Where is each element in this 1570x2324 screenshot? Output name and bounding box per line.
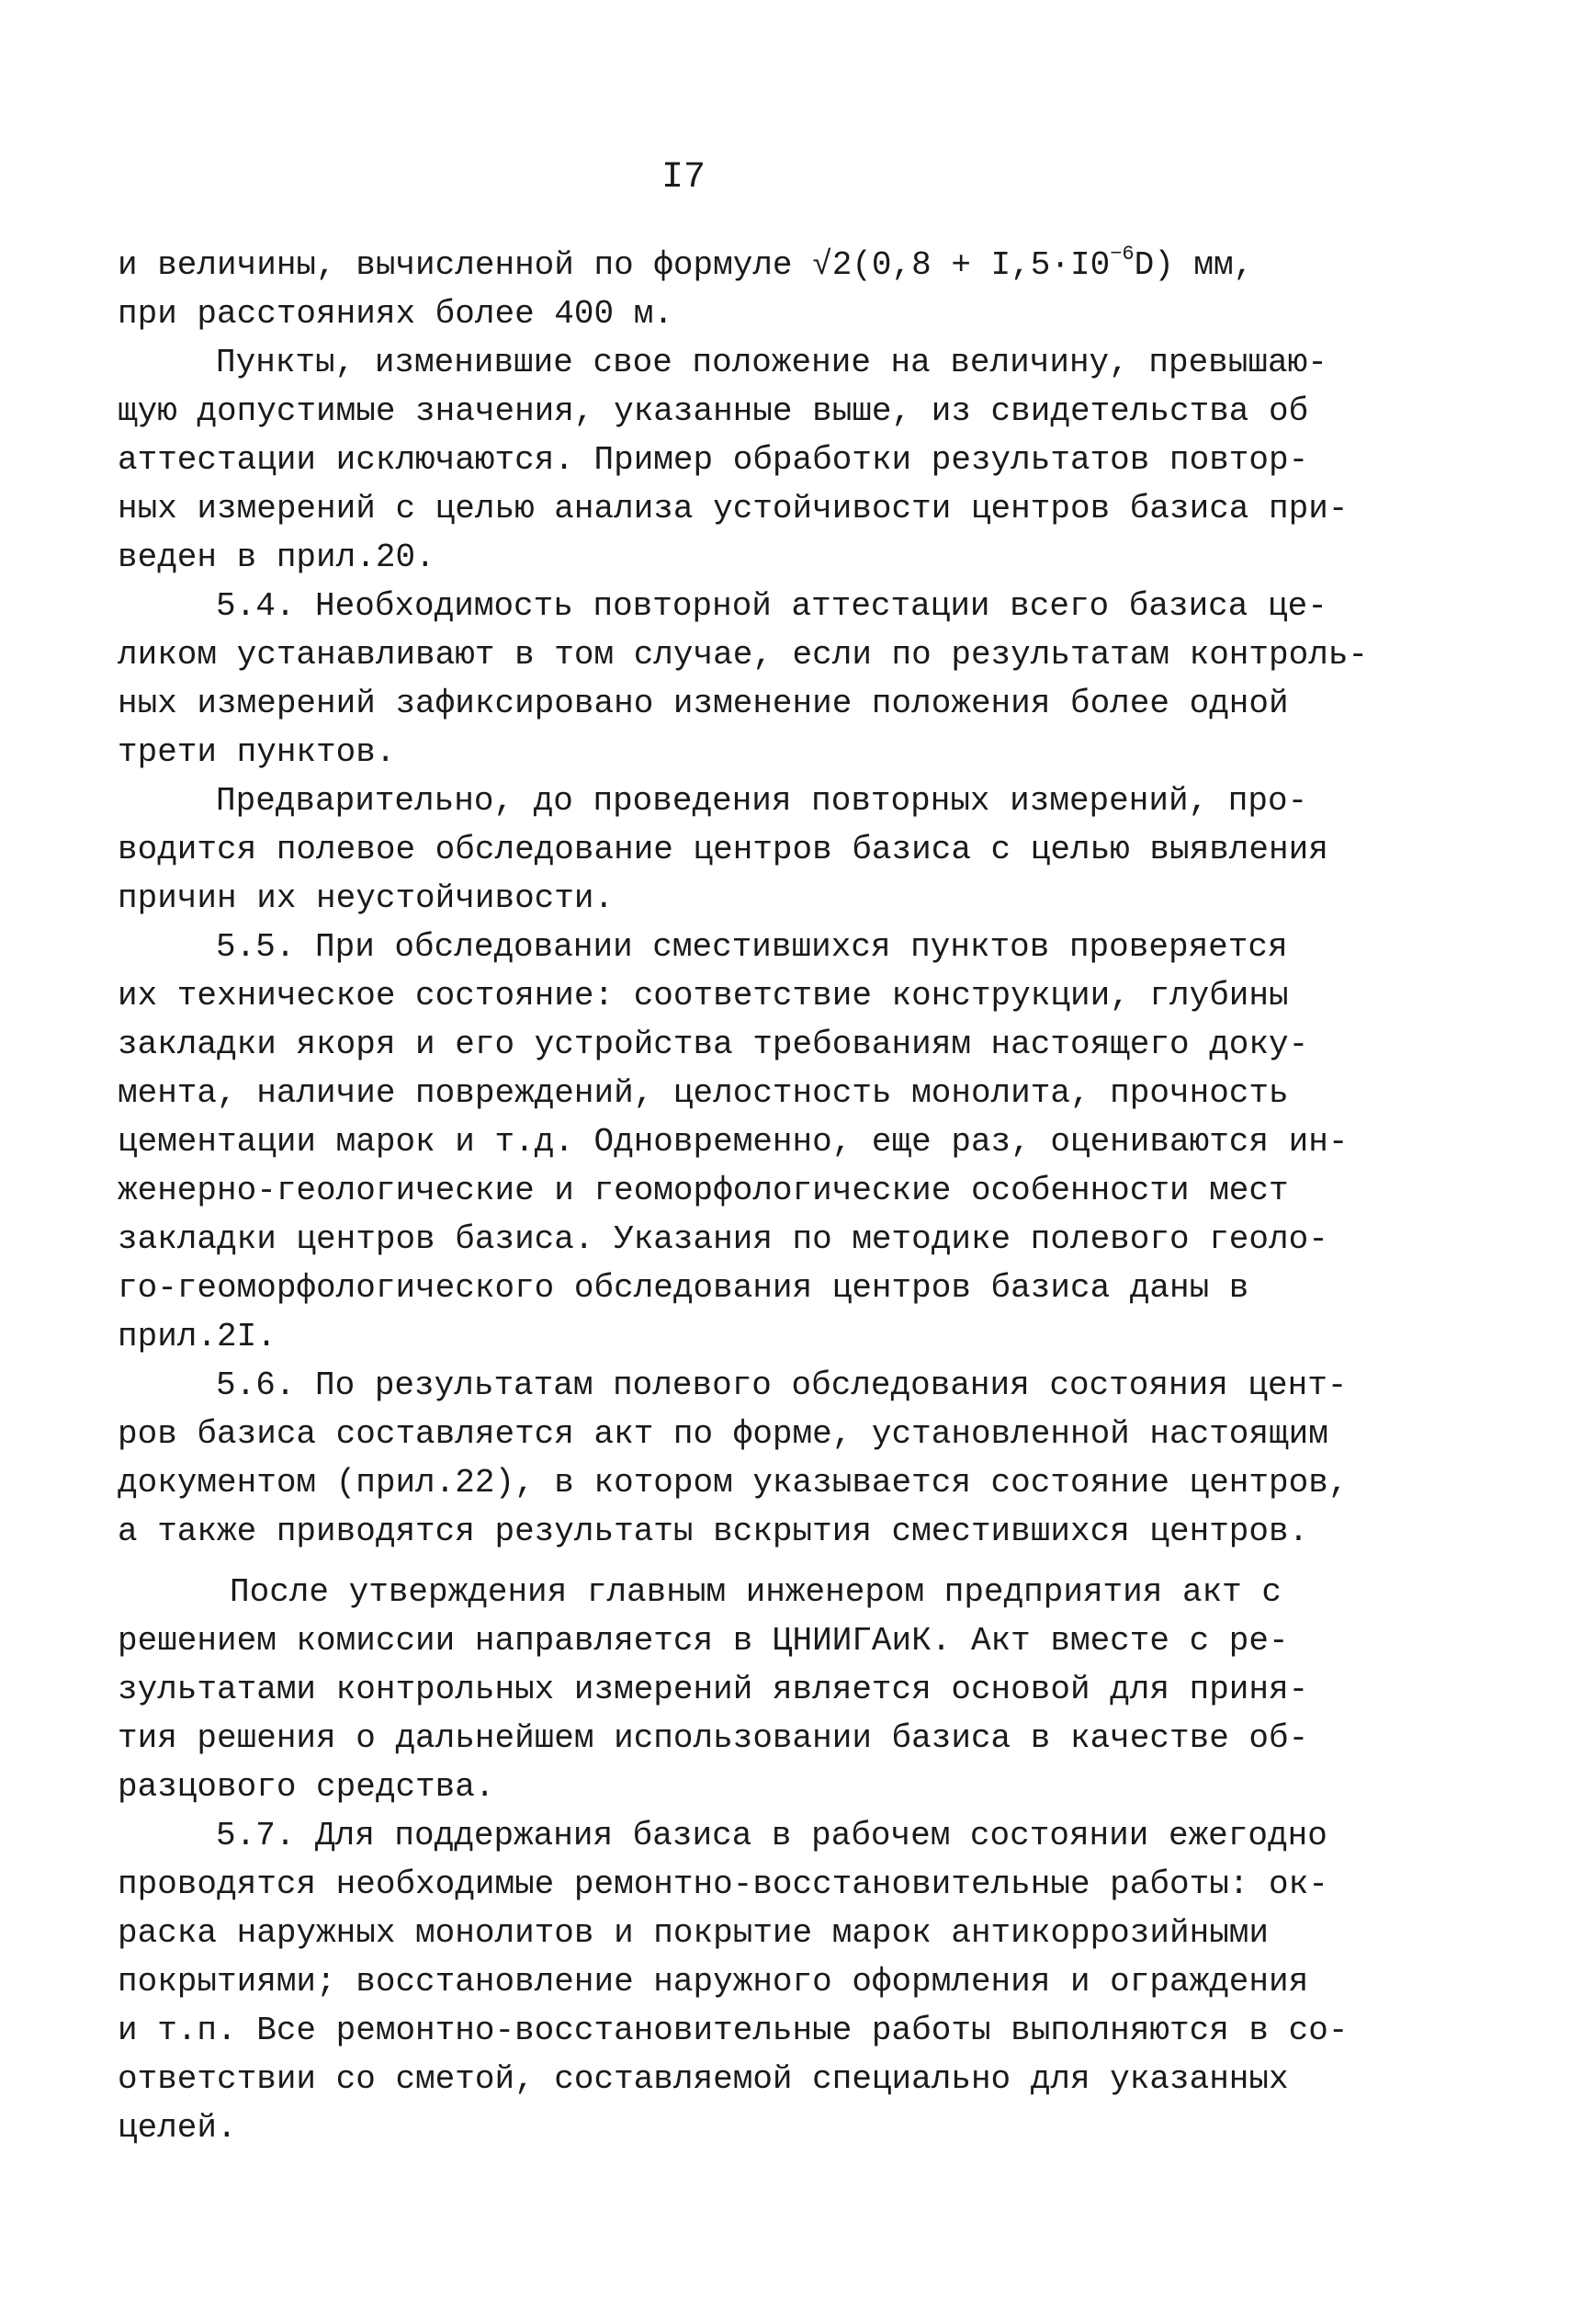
text-line: закладки якоря и его устройства требованиям настоящего доку- (118, 1026, 1309, 1063)
page-number: I7 (661, 157, 706, 198)
text-line: ных измерений с целью анализа устойчивости центров базиса при- (118, 490, 1349, 527)
section-5-6-first-line: 5.6. По результатам полевого обследования состояния цент- (216, 1366, 1348, 1404)
text-line: целей. (118, 2109, 237, 2147)
text-line: зультатами контрольных измерений является основой для приня- (118, 1671, 1309, 1708)
text-line: ных измерений зафиксировано изменение положения более одной (118, 685, 1289, 722)
text-line: го-геоморфологического обследования центров базиса даны в (118, 1269, 1249, 1307)
formula-exponent: −6 (1110, 243, 1135, 266)
text-line: щую допустимые значения, указанные выше, из свидетельства об (118, 392, 1309, 430)
text-line: ликом устанавливают в том случае, если по результатам контроль- (118, 636, 1369, 674)
text-line: при расстояниях более 400 м. (118, 295, 673, 333)
text-line: трети пунктов. (118, 733, 396, 771)
paragraph-first-line: Пункты, изменившие свое положение на величину, превышаю- (216, 344, 1327, 381)
text-line: а также приводятся результаты вскрытия сместившихся центров. (118, 1513, 1309, 1550)
section-5-7-first-line: 5.7. Для поддержания базиса в рабочем состоянии ежегодно (216, 1817, 1327, 1854)
formula-root: √2(0,8 + I,5·I0 (812, 246, 1111, 284)
text-line: решением комиссии направляется в ЦНИИГАиК. Акт вместе с ре- (118, 1622, 1289, 1660)
formula-text-after: D) мм, (1134, 246, 1254, 284)
text-line: цементации марок и т.д. Одновременно, еще раз, оцениваются ин- (118, 1123, 1349, 1161)
paragraph-first-line: Предварительно, до проведения повторных измерений, про- (216, 782, 1308, 820)
text-line: женерно-геологические и геоморфологические особенности мест (118, 1172, 1289, 1209)
text-line: документом (прил.22), в котором указывается состояние центров, (118, 1464, 1349, 1502)
section-5-4-first-line: 5.4. Необходимость повторной аттестации всего базиса це- (216, 587, 1327, 625)
text-line: аттестации исключаются. Пример обработки результатов повтор- (118, 441, 1309, 479)
section-5-5-first-line: 5.5. При обследовании сместившихся пунктов проверяется (216, 928, 1288, 966)
text-line: их техническое состояние: соответствие конструкции, глубины (118, 977, 1289, 1015)
paragraph-first-line: После утверждения главным инженером предприятия акт с (230, 1573, 1282, 1611)
text-line: проводятся необходимые ремонтно-восстановительные работы: ок- (118, 1865, 1328, 1903)
text-line: причин их неустойчивости. (118, 879, 615, 917)
text-line: и т.п. Все ремонтно-восстановительные работы выполняются в со- (118, 2012, 1349, 2049)
text-line: ответствии со сметой, составляемой специально для указанных (118, 2060, 1289, 2098)
text-line: ров базиса составляется акт по форме, установленной настоящим (118, 1415, 1328, 1453)
text-line: мента, наличие повреждений, целостность монолита, прочность (118, 1074, 1289, 1112)
text-line: закладки центров базиса. Указания по методике полевого геоло- (118, 1220, 1328, 1258)
text-line: тия решения о дальнейшем использовании базиса в качестве об- (118, 1719, 1309, 1757)
formula-text-before: и величины, вычисленной по формуле (118, 246, 813, 284)
text-line: водится полевое обследование центров базиса с целью выявления (118, 831, 1328, 868)
formula-line (118, 241, 1253, 289)
text-line: веден в прил.20. (118, 538, 435, 576)
text-line: разцового средства. (118, 1768, 495, 1806)
text-line: раска наружных монолитов и покрытие марок антикоррозийными (118, 1914, 1270, 1952)
text-line: прил.2I. (118, 1318, 277, 1355)
text-line: покрытиями; восстановление наружного оформления и ограждения (118, 1963, 1309, 2001)
